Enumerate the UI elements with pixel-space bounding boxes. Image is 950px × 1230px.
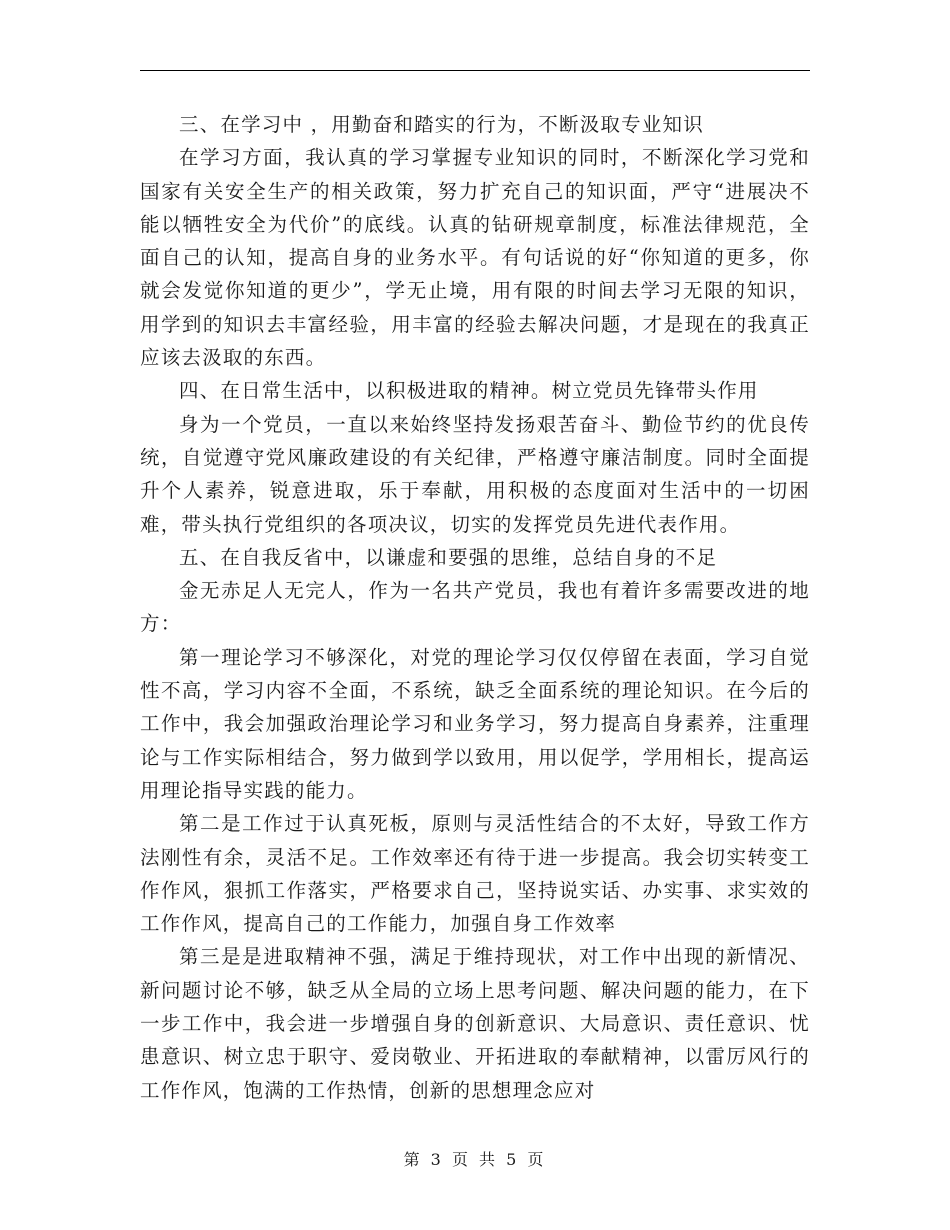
header-rule — [140, 70, 810, 71]
paragraph: 第二是工作过于认真死板，原则与灵活性结合的不太好，导致工作方法刚性有余，灵活不足。工作效率还有待于进一步提高。我会切实转变工作作风，狠抓工作落实，严格要求自己，坚持说实话、办实事、求实效的工作作风，提高自己的工作能力，加强自身工作效率 — [140, 812, 810, 936]
heading-section-4: 四、在日常生活中，以积极进取的精神。树立党员先锋带头作用 — [179, 379, 759, 403]
paragraph: 第一理论学习不够深化，对党的理论学习仅仅停留在表面，学习自觉性不高，学习内容不全面，不系统，缺乏全面系统的理论知识。在今后的工作中，我会加强政治理论学习和业务学习，努力提高自身素养，注重理论与工作实际相结合，努力做到学以致用，用以促学，学用相长，提高运用理论指导实践的能力。 — [140, 645, 810, 802]
paragraph: 身为一个党员，一直以来始终坚持发扬艰苦奋斗、勤俭节约的优良传统，自觉遵守党风廉政建设的有关纪律，严格遵守廉洁制度。同时全面提升个人素养，锐意进取，乐于奉献，用积极的态度面对生活中的一切困难，带头执行党组织的各项决议，切实的发挥党员先进代表作用。 — [140, 412, 810, 536]
heading-section-3: 三、在学习中 ，用勤奋和踏实的行为，不断汲取专业知识 — [179, 113, 704, 136]
heading-section-5: 五、在自我反省中，以谦虚和要强的思维，总结自身的不足 — [179, 545, 718, 569]
paragraph: 第三是是进取精神不强，满足于维持现状，对工作中出现的新情况、新问题讨论不够，缺乏从全局的立场上思考问题、解决问题的能力，在下一步工作中，我会进一步增强自身的创新意识、大局意识、责任意识、忧患意识、树立忠于职守、爱岗敬业、开拓进取的奉献精神，以雷厉风行的工作作风，饱满的工作热情，创新的思想理念应对 — [140, 945, 810, 1102]
paragraph: 在学习方面，我认真的学习掌握专业知识的同时，不断深化学习党和国家有关安全生产的相关政策，努力扩充自己的知识面，严守“进展决不能以牺牲安全为代价”的底线。认真的钻研规章制度，标准法律规范，全面自己的认知，提高自身的业务水平。有句话说的好“你知道的更多，你就会发觉你知道的更少”，学无止境，用有限的时间去学习无限的知识，用学到的知识去丰富经验，用丰富的经验去解决问题，才是现在的我真正应该去汲取的东西。 — [140, 146, 810, 370]
page-number-footer: 第 3 页 共 5 页 — [403, 1150, 547, 1169]
paragraph: 金无赤足人无完人，作为一名共产党员，我也有着许多需要改进的地方： — [140, 579, 810, 636]
document-body — [140, 108, 810, 1107]
